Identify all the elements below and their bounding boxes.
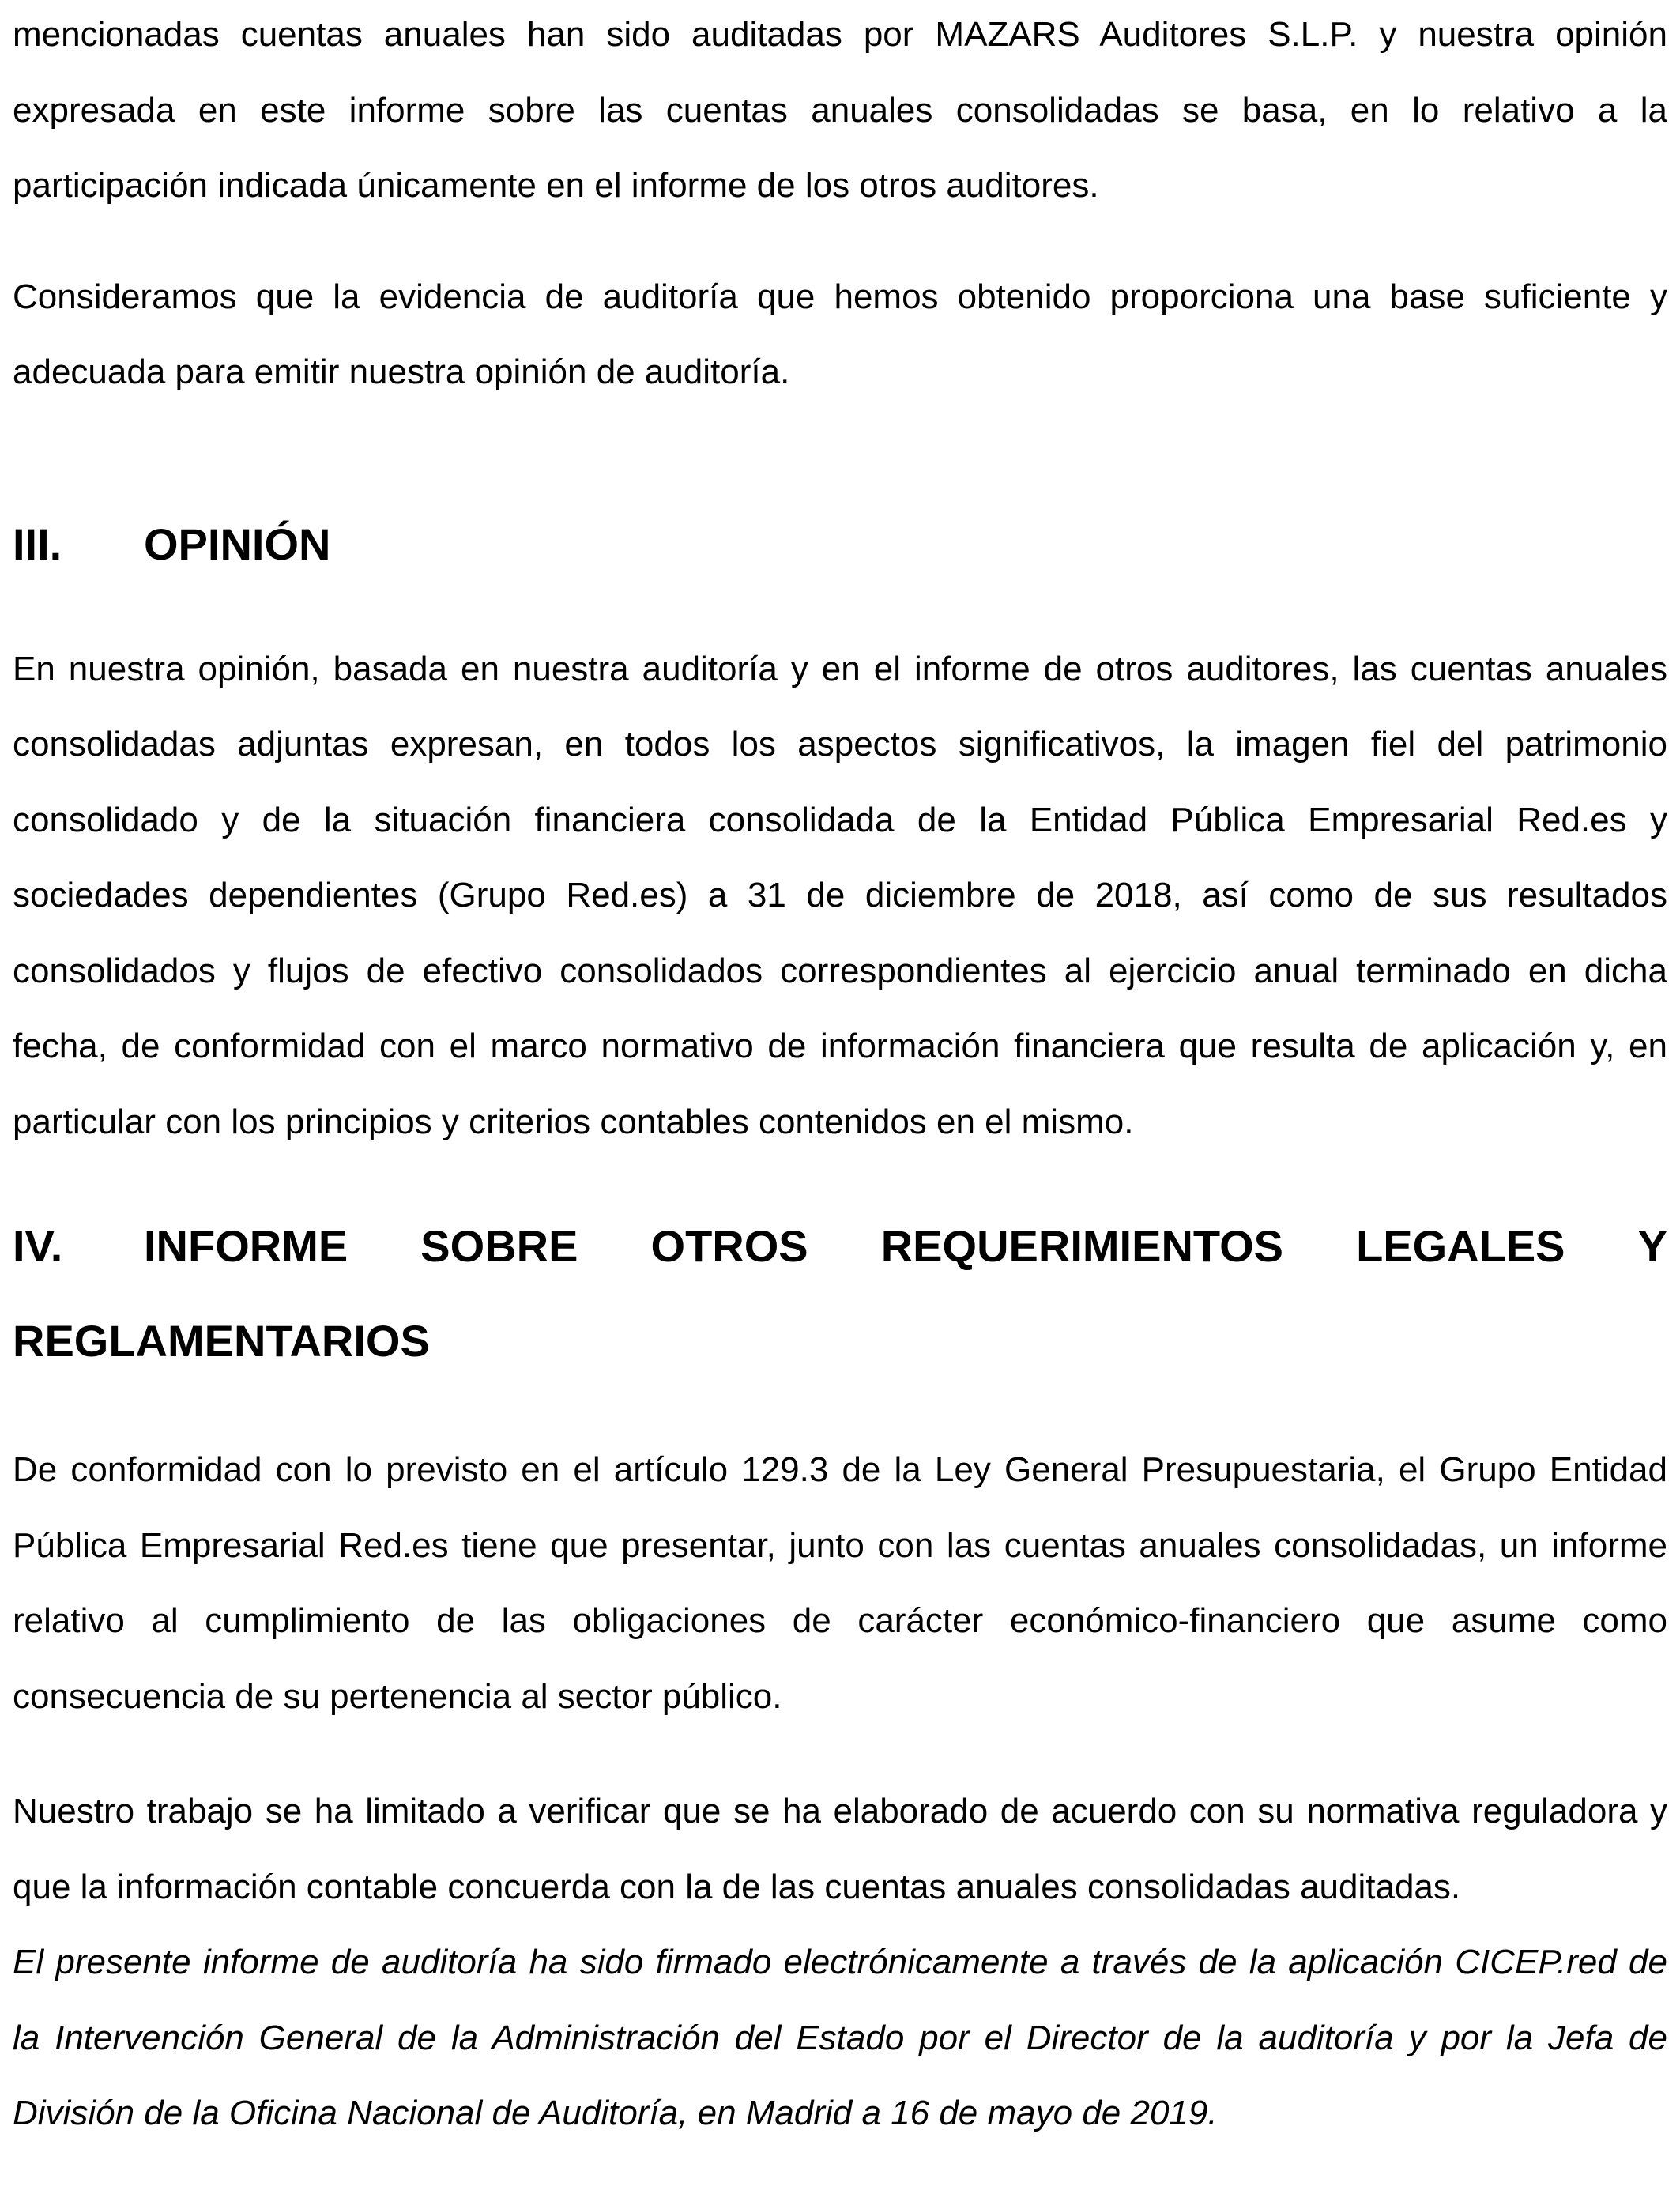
paragraph-legal-obligation: De conformidad con lo previsto en el artículo 129.3 de la Ley General Presupuestaria, el Grupo Entidad Pública Empresarial Red.es tiene que presentar, junto con las cuentas anuales consolidadas, un informe relativo al cumplimiento de las obligaciones de carácter económico-financiero que asume como consecuencia de su pertenencia al sector público. [13, 1450, 1667, 1716]
heading-word: OTROS [650, 1221, 808, 1271]
heading-word: SOBRE [420, 1221, 578, 1271]
paragraph-audit-evidence: Consideramos que la evidencia de auditoría que hemos obtenido proporciona una base suficiente y adecuada para emitir nuestra opinión de auditoría. [13, 277, 1667, 391]
heading-word: LEGALES [1356, 1221, 1565, 1271]
heading-line-2: REGLAMENTARIOS [13, 1316, 430, 1366]
paragraph-work-scope: Nuestro trabajo se ha limitado a verificar que se ha elaborado de acuerdo con su normativa reguladora y que la información contable concuerda con la de las cuentas anuales consolidadas auditadas. [13, 1792, 1667, 1906]
section-title: OPINIÓN [144, 518, 331, 569]
document-page [13, 0, 1667, 2151]
section-number: IV. [13, 1221, 63, 1271]
paragraph-other-auditors: mencionadas cuentas anuales han sido auditadas por MAZARS Auditores S.L.P. y nuestra opinión expresada en este informe sobre las cuentas anuales consolidadas se basa, en lo relativo a la participación indicada únicamente en el informe de los otros auditores. [13, 15, 1667, 205]
section-heading-legal-requirements [13, 1199, 1667, 1389]
section-heading-opinion [13, 497, 1667, 592]
heading-word: Y [1637, 1221, 1667, 1271]
heading-word: INFORME [144, 1221, 348, 1271]
heading-word: REQUERIMIENTOS [880, 1221, 1283, 1271]
paragraph-opinion: En nuestra opinión, basada en nuestra auditoría y en el informe de otros auditores, las cuentas anuales consolidadas adjuntas expresan, en todos los aspectos significativos, la imagen fiel del patrimonio consolidado y de la situación financiera consolidada de la Entidad Pública Empresarial Red.es y sociedades dependientes (Grupo Red.es) a 31 de diciembre de 2018, así como de sus resultados consolidados y flujos de efectivo consolidados correspondientes al ejercicio anual terminado en dicha fecha, de conformidad con el marco normativo de información financiera que resulta de aplicación y, en particular con los principios y criterios contables contenidos en el mismo. [13, 649, 1667, 1141]
paragraph-electronic-signature: El presente informe de auditoría ha sido firmado electrónicamente a través de la aplicación CICEP.red de la Intervención General de la Administración del Estado por el Director de la auditoría y por la Jefa de División de la Oficina Nacional de Auditoría, en Madrid a 16 de mayo de 2019. [13, 1943, 1667, 2132]
section-number: III. [13, 518, 62, 569]
